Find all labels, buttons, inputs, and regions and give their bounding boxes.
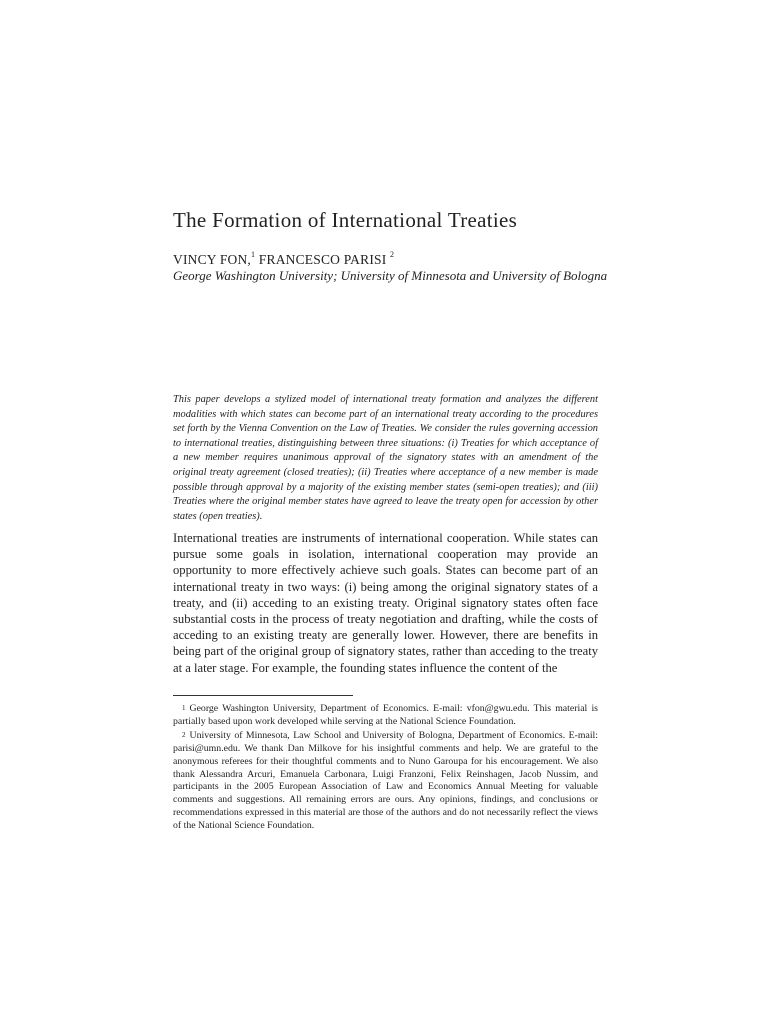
author-line bbox=[173, 252, 394, 268]
paper-title: The Formation of International Treaties bbox=[173, 208, 518, 232]
footnote-mark: 1 bbox=[251, 250, 256, 259]
author-name: VINCY FON, bbox=[173, 252, 252, 267]
footnote-2 bbox=[173, 730, 598, 833]
abstract: This paper develops a stylized model of international treaty formation and analyzes the different modalities with which states can become part of an international treaty according to the procedures set forth by the Vienna Convention on the Law of Treaties. We consider the rules governing accession to international treaties, distinguishing between three situations: (i) Treaties for which acceptance of a new member requires unanimous approval of the signatory states with an amendment of the original treaty agreement (closed treaties); (ii) Treaties where acceptance of a new member is made possible through approval by a majority of the existing member states (semi-open treaties); and (iii) Treaties where the original member states have agreed to leave the treaty open for accession by other states (open treaties). bbox=[173, 394, 598, 522]
footnote-divider bbox=[173, 695, 353, 696]
author-name: FRANCESCO PARISI bbox=[258, 252, 387, 267]
footnote-mark: 2 bbox=[390, 250, 395, 259]
footnote-number: 1 bbox=[182, 704, 186, 712]
footnote-1 bbox=[173, 703, 598, 729]
footnote-text: University of Minnesota, Law School and University of Bologna, Department of Economics. E-mail: parisi@umn.edu. We thank Dan Milkove for his insightful comments and help. We are grateful to the anonymous referees for their thoughtful comments and to Nuno Garoupa for his encouragement. We also thank Alessandra Arcuri, Emanuela Carbonara, Luigi Franzoni, Felix Reinshagen, Jacob Nussim, and participants in the 2005 European Association of Law and Economics Annual Meeting for valuable comments and suggestions. All remaining errors are ours. Any opinions, findings, and conclusions or recommendations expressed in this material are those of the authors and do not necessarily reflect the views of the National Science Foundation. bbox=[173, 729, 598, 832]
footnote-number: 2 bbox=[182, 730, 186, 739]
footnotes bbox=[173, 703, 598, 834]
footnote-text: George Washington University, Department of Economics. E-mail: vfon@gwu.edu. This material is partially based upon work developed while serving at the National Science Foundation. bbox=[173, 703, 598, 727]
body-paragraph: International treaties are instruments of international cooperation. While states can pursue some goals in isolation, international cooperation may provide an opportunity to more effectively achieve such goals. States can become part of an international treaty in two ways: (i) being among the original signatory states of a treaty, and (ii) acceding to an existing treaty. Original signatory states often face substantial costs in the process of treaty negotiation and drafting, while the costs of acceding to an existing treaty are generally lower. However, there are benefits in being part of the original group of signatory states, rather than acceding to the treaty at a later stage. For example, the founding states influence the content of the bbox=[173, 531, 598, 675]
affiliation: George Washington University; University of Minnesota and University of Bologna bbox=[173, 268, 608, 283]
